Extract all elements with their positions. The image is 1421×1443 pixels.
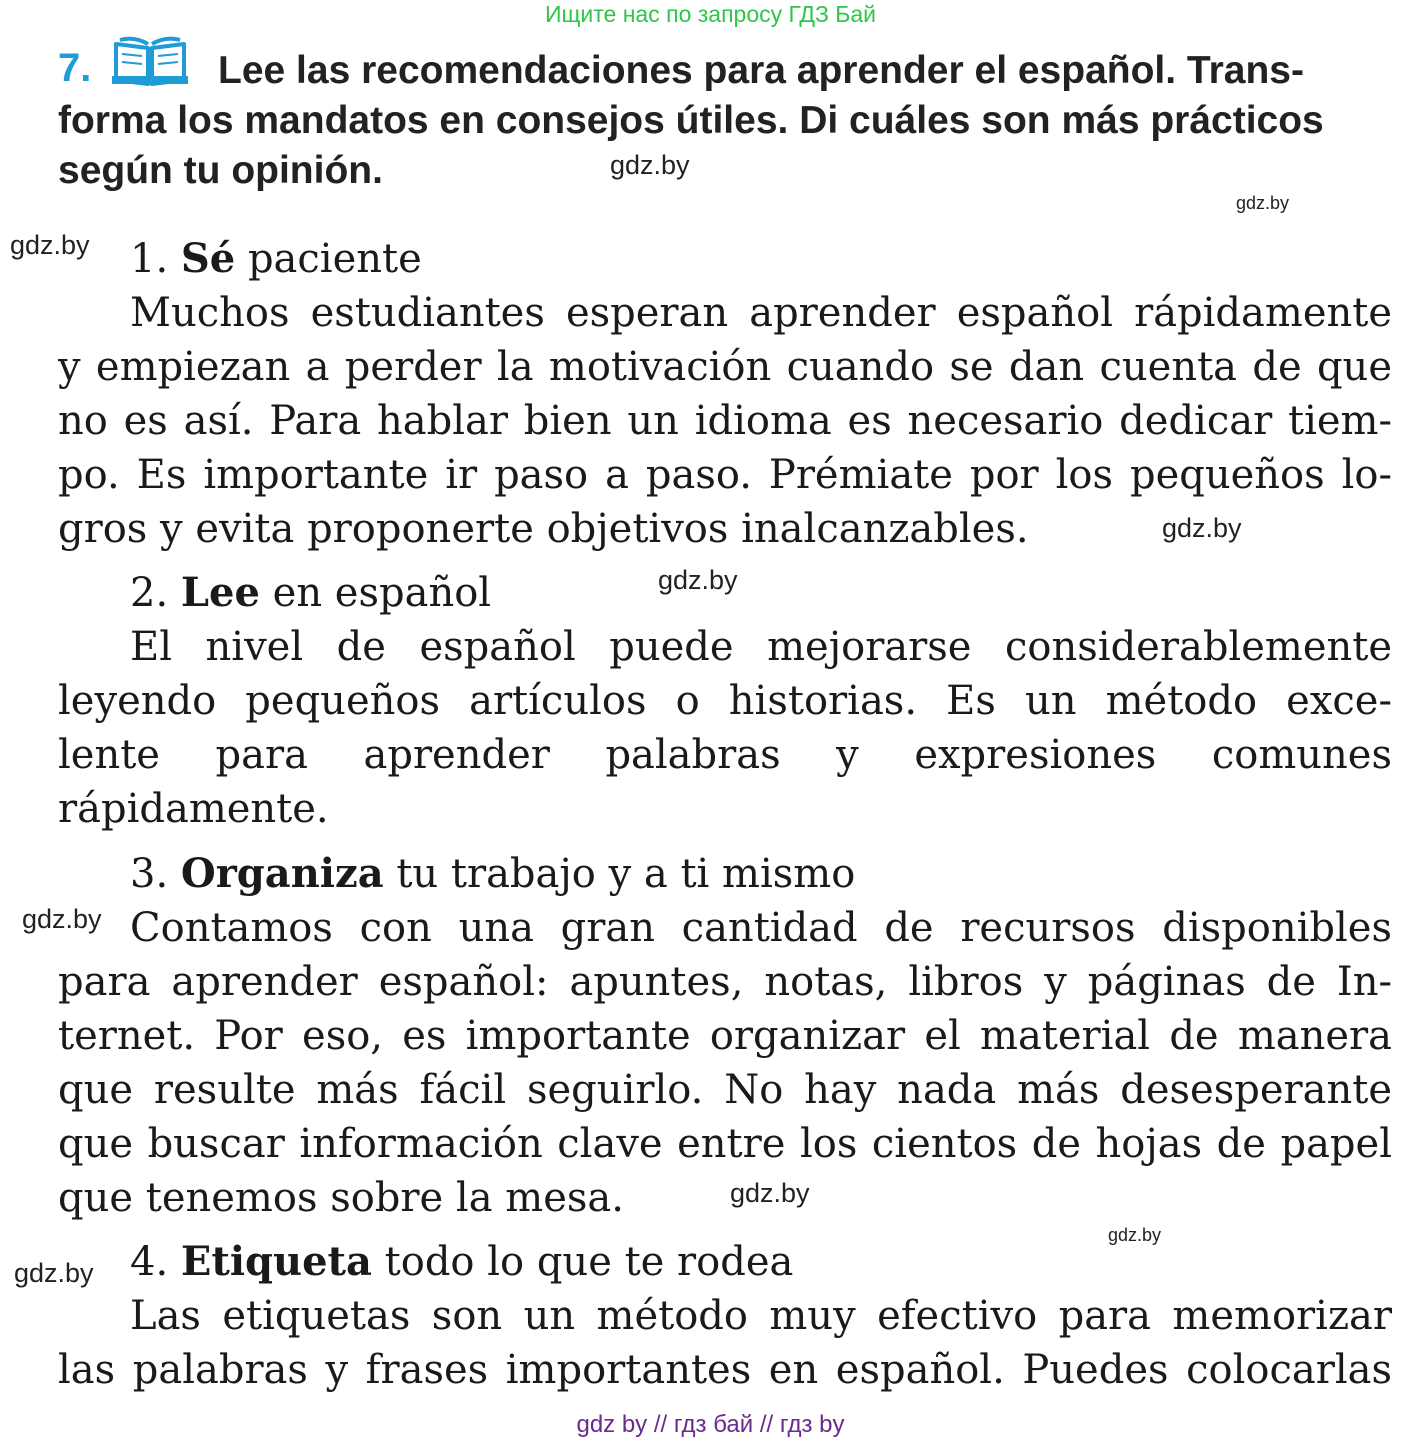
section-verb: Organiza (180, 850, 384, 897)
section-heading: 3. Organiza tu trabajo y a ti mismo (130, 850, 856, 897)
watermark: gdz.by (610, 150, 690, 180)
paragraph-line: que resulte más fácil seguirlo. No hay nada más desesperante (58, 1067, 1392, 1113)
paragraph-line: las palabras y frases importantes en español. Puedes colocarlas (58, 1347, 1392, 1393)
watermark: gdz.by (22, 904, 102, 934)
top-banner: Ищите нас по запросу ГДЗ Бай (544, 1, 877, 27)
paragraph-line: El nivel de español puede mejorarse considerablemente (130, 624, 1392, 670)
paragraph-line: po. Es importante ir paso a paso. Prémiate por los pequeños lo- (58, 452, 1392, 498)
paragraph-line: que tenemos sobre la mesa. (58, 1175, 624, 1221)
paragraph-line: lente para aprender palabras y expresiones comunes (58, 732, 1392, 778)
task-instruction (58, 46, 1392, 196)
watermark: gdz.by (1236, 193, 1290, 213)
task-line: según tu opinión. (58, 149, 383, 192)
exercise-number: 7. (58, 46, 92, 90)
paragraph-line: ternet. Por eso, es importante organizar el material de manera (58, 1013, 1392, 1059)
section-verb: Lee (180, 569, 260, 616)
paragraph-line: leyendo pequeños artículos o historias. Es un método exce- (58, 678, 1392, 724)
watermark: gdz.by (14, 1258, 94, 1288)
paragraph-line: no es así. Para hablar bien un idioma es necesario dedicar tiem- (58, 398, 1392, 444)
task-line: Lee las recomendaciones para aprender el español. Trans- (218, 49, 1304, 92)
watermark: gdz.by (1162, 513, 1242, 543)
paragraph-line: que buscar información clave entre los cientos de hojas de papel (58, 1121, 1392, 1167)
watermark: gdz.by (1108, 1225, 1162, 1245)
paragraph-line: Muchos estudiantes esperan aprender español rápidamente (130, 290, 1392, 336)
watermark: gdz.by (658, 565, 738, 595)
section-verb: Etiqueta (180, 1238, 372, 1285)
section-heading: 2. Lee en español (130, 569, 492, 616)
section-verb: Sé (180, 235, 236, 282)
paragraph-line: Las etiquetas son un método muy efectivo para memorizar (130, 1293, 1392, 1339)
task-line: forma los mandatos en consejos útiles. Di cuáles son más prácticos (58, 99, 1324, 142)
paragraph-line: para aprender español: apuntes, notas, libros y páginas de In- (58, 959, 1392, 1005)
footer-watermark: gdz by // гдз бай // гдз by (576, 1411, 845, 1438)
watermark: gdz.by (730, 1178, 810, 1208)
paragraph-line: gros y evita proponerte objetivos inalcanzables. (58, 506, 1029, 552)
paragraph-line: Contamos con una gran cantidad de recursos disponibles (130, 905, 1392, 951)
watermark: gdz.by (10, 230, 90, 260)
section-heading: 1. Sé paciente (130, 235, 422, 282)
section-heading: 4. Etiqueta todo lo que te rodea (130, 1238, 794, 1285)
paragraph-line: rápidamente. (58, 786, 329, 832)
paragraph-line: y empiezan a perder la motivación cuando se dan cuenta de que (58, 344, 1392, 390)
